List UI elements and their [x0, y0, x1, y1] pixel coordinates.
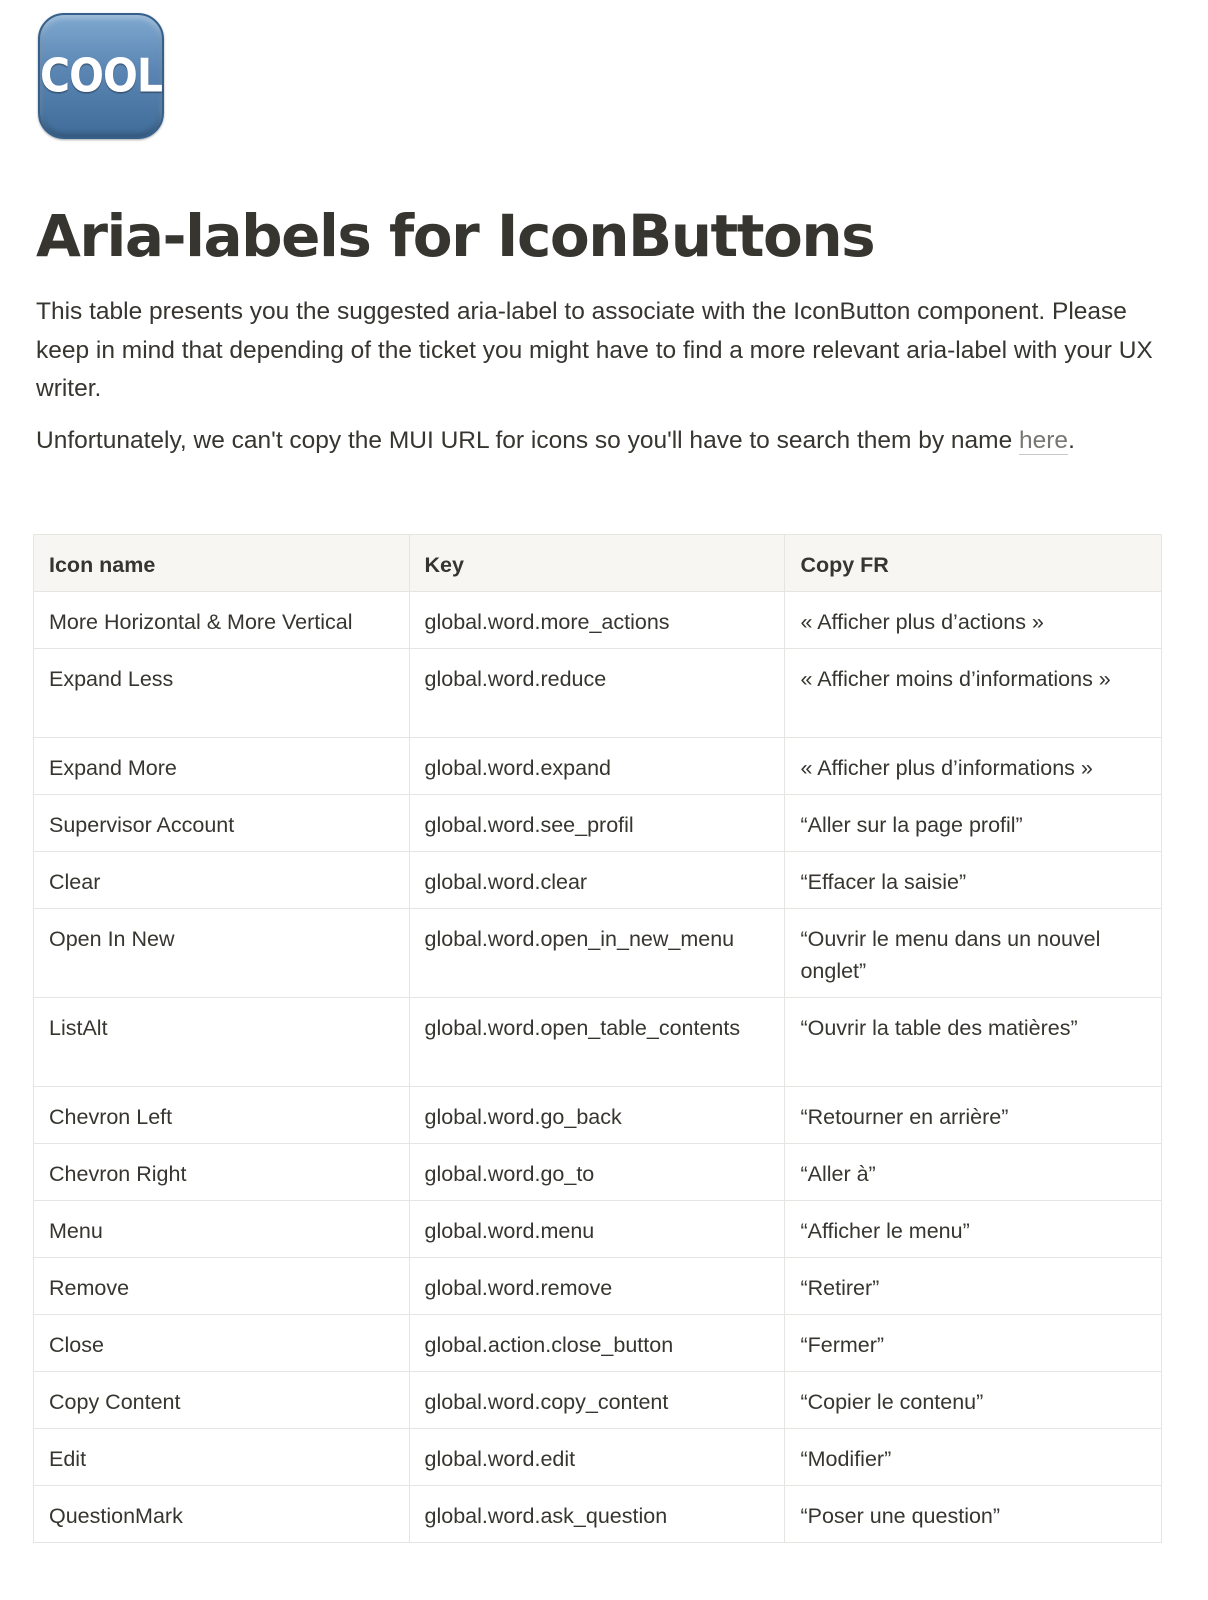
cell-key[interactable]: global.word.go_back — [409, 1087, 785, 1144]
here-link[interactable]: here — [1019, 427, 1069, 454]
cell-key[interactable]: global.word.open_table_contents — [409, 998, 785, 1087]
cell-key[interactable]: global.action.close_button — [409, 1315, 785, 1372]
cell-icon-name[interactable]: QuestionMark — [34, 1486, 410, 1543]
cell-icon-name[interactable]: Edit — [34, 1429, 410, 1486]
cell-key[interactable]: global.word.remove — [409, 1258, 785, 1315]
table-row — [34, 909, 1162, 998]
table-row — [34, 1486, 1162, 1543]
table-row — [34, 795, 1162, 852]
cell-copy-fr[interactable]: “Ouvrir le menu dans un nouvel onglet” — [785, 909, 1162, 998]
cell-copy-fr[interactable]: “Modifier” — [785, 1429, 1162, 1486]
cell-copy-fr[interactable]: “Poser une question” — [785, 1486, 1162, 1543]
table-row — [34, 1429, 1162, 1486]
note-paragraph — [36, 422, 1186, 461]
cell-icon-name[interactable]: Expand More — [34, 738, 410, 795]
cool-emoji-text: COOL — [40, 49, 162, 103]
cell-icon-name[interactable]: ListAlt — [34, 998, 410, 1087]
cell-icon-name[interactable]: Open In New — [34, 909, 410, 998]
cell-copy-fr[interactable]: “Copier le contenu” — [785, 1372, 1162, 1429]
cell-key[interactable]: global.word.ask_question — [409, 1486, 785, 1543]
table-row — [34, 1258, 1162, 1315]
cell-copy-fr[interactable]: “Effacer la saisie” — [785, 852, 1162, 909]
table-row — [34, 738, 1162, 795]
cell-key[interactable]: global.word.go_to — [409, 1144, 785, 1201]
cell-copy-fr[interactable]: « Afficher plus d’actions » — [785, 592, 1162, 649]
table-row — [34, 1087, 1162, 1144]
cell-copy-fr[interactable]: « Afficher moins d’informations » — [785, 649, 1162, 738]
cell-key[interactable]: global.word.see_profil — [409, 795, 785, 852]
cell-icon-name[interactable]: Chevron Right — [34, 1144, 410, 1201]
cell-key[interactable]: global.word.more_actions — [409, 592, 785, 649]
cell-icon-name[interactable]: More Horizontal & More Vertical — [34, 592, 410, 649]
table-header-row — [34, 535, 1162, 592]
cell-copy-fr[interactable]: “Afficher le menu” — [785, 1201, 1162, 1258]
note-text-end: . — [1068, 427, 1075, 454]
cool-emoji-icon[interactable] — [38, 13, 164, 139]
cell-icon-name[interactable]: Copy Content — [34, 1372, 410, 1429]
header-key[interactable]: Key — [409, 535, 785, 592]
cell-key[interactable]: global.word.clear — [409, 852, 785, 909]
cell-copy-fr[interactable]: “Retirer” — [785, 1258, 1162, 1315]
cell-copy-fr[interactable]: “Fermer” — [785, 1315, 1162, 1372]
cell-key[interactable]: global.word.copy_content — [409, 1372, 785, 1429]
cell-key[interactable]: global.word.edit — [409, 1429, 785, 1486]
cell-copy-fr[interactable]: “Retourner en arrière” — [785, 1087, 1162, 1144]
cell-key[interactable]: global.word.menu — [409, 1201, 785, 1258]
note-text: Unfortunately, we can't copy the MUI URL for icons so you'll have to search them by name — [36, 427, 1020, 454]
header-copy-fr[interactable]: Copy FR — [785, 535, 1162, 592]
cell-icon-name[interactable]: Supervisor Account — [34, 795, 410, 852]
table-row — [34, 649, 1162, 738]
table-row — [34, 1315, 1162, 1372]
table-row — [34, 1372, 1162, 1429]
cell-icon-name[interactable]: Expand Less — [34, 649, 410, 738]
cell-icon-name[interactable]: Remove — [34, 1258, 410, 1315]
aria-labels-table — [33, 534, 1162, 1543]
cell-key[interactable]: global.word.reduce — [409, 649, 785, 738]
table-row — [34, 1201, 1162, 1258]
cell-key[interactable]: global.word.expand — [409, 738, 785, 795]
cell-copy-fr[interactable]: “Aller sur la page profil” — [785, 795, 1162, 852]
page-title: Aria-labels for IconButtons — [36, 202, 875, 270]
cell-key[interactable]: global.word.open_in_new_menu — [409, 909, 785, 998]
table-row — [34, 998, 1162, 1087]
cell-icon-name[interactable]: Clear — [34, 852, 410, 909]
cell-icon-name[interactable]: Menu — [34, 1201, 410, 1258]
cell-icon-name[interactable]: Chevron Left — [34, 1087, 410, 1144]
table-row — [34, 592, 1162, 649]
intro-paragraph: This table presents you the suggested aria-label to associate with the IconButton component. Please keep in mind that depending of the ticket you might have to find a more relevant aria-label with your UX writer. — [36, 298, 1153, 402]
table-row — [34, 852, 1162, 909]
header-icon-name[interactable]: Icon name — [34, 535, 410, 592]
cell-copy-fr[interactable]: “Ouvrir la table des matières” — [785, 998, 1162, 1087]
cell-icon-name[interactable]: Close — [34, 1315, 410, 1372]
cell-copy-fr[interactable]: « Afficher plus d’informations » — [785, 738, 1162, 795]
table-row — [34, 1144, 1162, 1201]
cell-copy-fr[interactable]: “Aller à” — [785, 1144, 1162, 1201]
